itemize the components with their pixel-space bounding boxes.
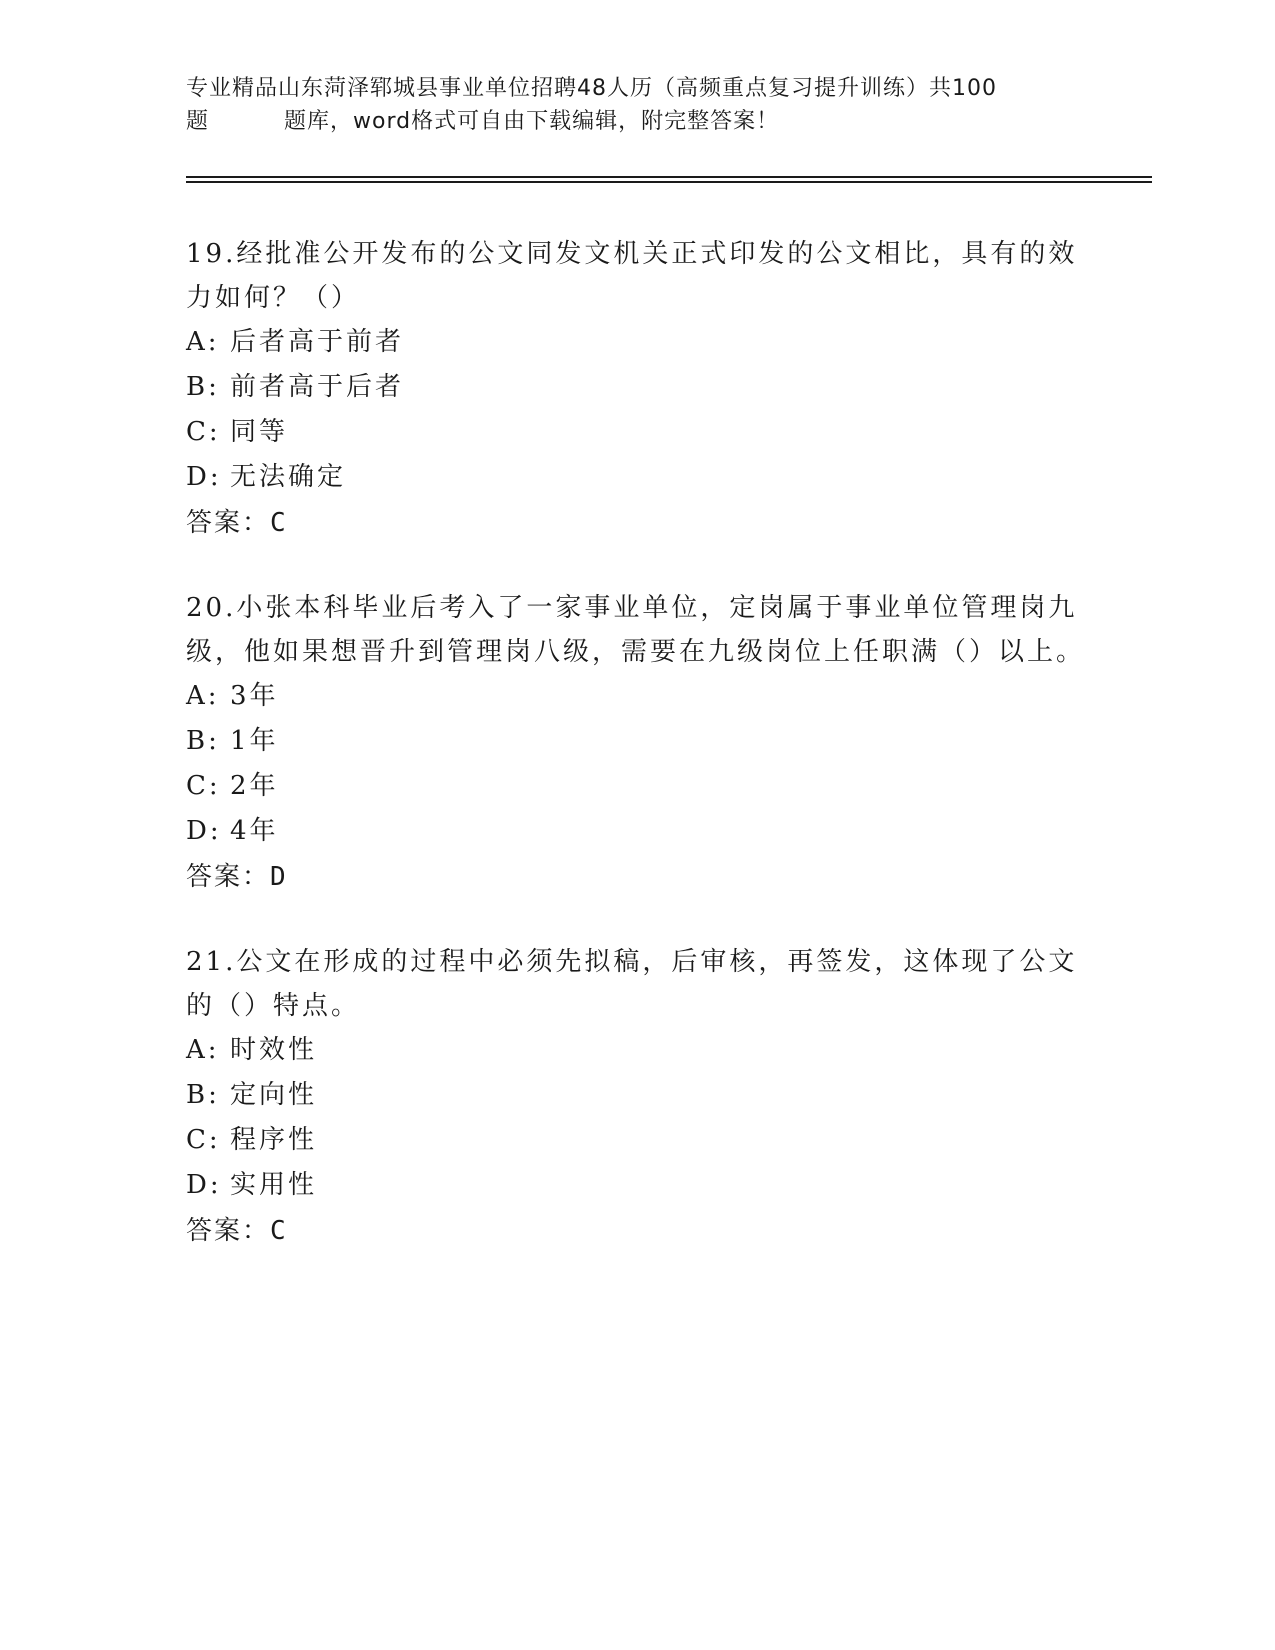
option-a — [186, 674, 1086, 719]
option-b — [186, 719, 1086, 764]
option-text: 定向性 — [230, 1080, 318, 1110]
option-letter: B: — [186, 1080, 220, 1110]
question-stem: 21.公文在形成的过程中必须先拟稿，后审核，再签发，这体现了公文的（）特点。 — [186, 947, 1078, 1021]
option-text: 1年 — [230, 726, 279, 756]
option-letter: C: — [186, 417, 221, 447]
option-c — [186, 1118, 1086, 1163]
option-letter: D: — [186, 462, 222, 492]
answer-value: D — [270, 862, 288, 892]
answer-line — [186, 500, 1086, 546]
option-text: 4年 — [230, 816, 279, 846]
question-stem: 20.小张本科毕业后考入了一家事业单位，定岗属于事业单位管理岗九级，他如果想晋升到管理岗八级，需要在九级岗位上任职满（）以上。 — [186, 593, 1086, 667]
option-letter: A: — [186, 327, 220, 357]
header-title-line-2 — [186, 105, 1066, 138]
option-text: 程序性 — [230, 1125, 318, 1155]
option-text: 后者高于前者 — [230, 327, 405, 357]
answer-label: 答案： — [186, 1216, 271, 1246]
header-line-2-first: 题 — [186, 109, 210, 134]
header-line-2-rest: 题库，word格式可自由下载编辑，附完整答案！ — [284, 109, 780, 134]
question-20 — [186, 586, 1086, 900]
option-text: 时效性 — [230, 1035, 318, 1065]
answer-value: C — [270, 508, 288, 538]
question-stem: 19.经批准公开发布的公文同发文机关正式印发的公文相比，具有的效力如何？（） — [186, 239, 1078, 313]
option-text: 2年 — [230, 771, 279, 801]
option-letter: A: — [186, 1035, 220, 1065]
option-text: 同等 — [230, 417, 289, 447]
option-c — [186, 764, 1086, 809]
option-letter: A: — [186, 681, 220, 711]
header-divider-top — [186, 176, 1152, 178]
option-text: 实用性 — [230, 1170, 318, 1200]
question-19 — [186, 232, 1086, 546]
option-text: 无法确定 — [230, 462, 347, 492]
option-letter: D: — [186, 1170, 222, 1200]
option-letter: B: — [186, 726, 220, 756]
option-a — [186, 1028, 1086, 1073]
option-a — [186, 320, 1086, 365]
header-divider-bottom — [186, 181, 1152, 183]
option-d — [186, 1163, 1086, 1208]
option-letter: D: — [186, 816, 222, 846]
option-b — [186, 365, 1086, 410]
answer-line — [186, 1208, 1086, 1254]
option-d — [186, 809, 1086, 854]
option-letter: C: — [186, 1125, 221, 1155]
option-text: 3年 — [230, 681, 279, 711]
option-d — [186, 455, 1086, 500]
answer-line — [186, 854, 1086, 900]
option-letter: C: — [186, 771, 221, 801]
question-list — [186, 232, 1086, 1294]
answer-label: 答案： — [186, 508, 271, 538]
header-title-line-1: 专业精品山东菏泽郓城县事业单位招聘48人历（高频重点复习提升训练）共100 — [186, 76, 997, 101]
answer-value: C — [270, 1216, 288, 1246]
document-header — [186, 72, 1066, 138]
option-text: 前者高于后者 — [230, 372, 405, 402]
answer-label: 答案： — [186, 862, 271, 892]
question-21 — [186, 940, 1086, 1254]
option-b — [186, 1073, 1086, 1118]
option-letter: B: — [186, 372, 220, 402]
option-c — [186, 410, 1086, 455]
